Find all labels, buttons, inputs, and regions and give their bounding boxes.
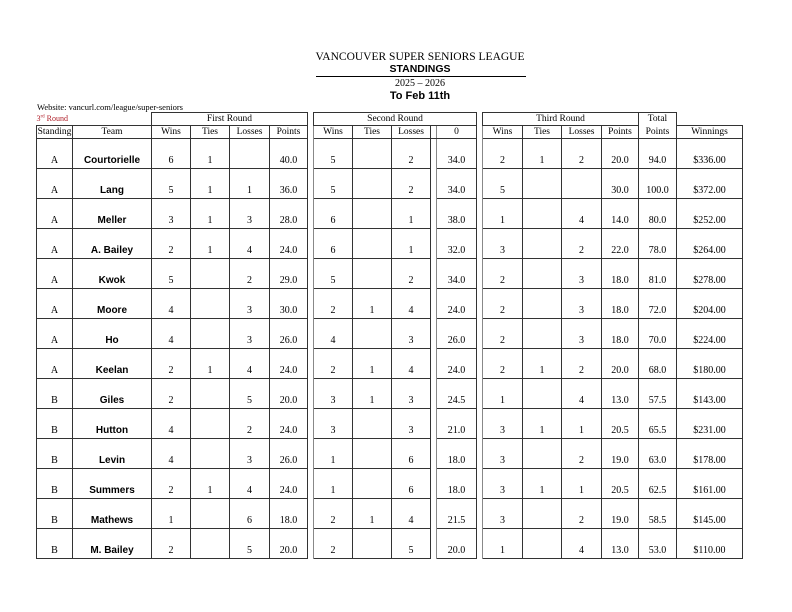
r3-losses-cell: 2	[562, 139, 602, 169]
r2-ties-cell	[353, 199, 392, 229]
table-row	[37, 469, 743, 499]
r3-points-cell: 19.0	[602, 499, 639, 529]
team-cell: A. Bailey	[73, 229, 152, 259]
r2-points-cell: 26.0	[437, 319, 477, 349]
r3-wins-cell: 3	[483, 409, 523, 439]
r2-losses-cell: 1	[392, 199, 431, 229]
r2-points-cell: 24.5	[437, 379, 477, 409]
r1-points-cell: 36.0	[270, 169, 308, 199]
r3-points-cell: 14.0	[602, 199, 639, 229]
r3-points-cell: 13.0	[602, 379, 639, 409]
table-row	[37, 529, 743, 559]
standing-cell: B	[37, 529, 73, 559]
standing-cell: A	[37, 319, 73, 349]
col-r2-wins: Wins	[314, 126, 353, 139]
r1-wins-cell: 3	[152, 199, 191, 229]
r3-losses-cell: 4	[562, 199, 602, 229]
r3-wins-cell: 3	[483, 229, 523, 259]
r3-wins-cell: 1	[483, 199, 523, 229]
r2-losses-cell: 5	[392, 529, 431, 559]
r1-points-cell: 18.0	[270, 499, 308, 529]
r3-ties-cell	[523, 259, 562, 289]
league-title: VANCOUVER SUPER SENIORS LEAGUE	[315, 51, 525, 63]
r3-wins-cell: 1	[483, 379, 523, 409]
winnings-cell: $231.00	[677, 409, 743, 439]
r2-ties-cell	[353, 439, 392, 469]
standing-cell: A	[37, 169, 73, 199]
r2-losses-cell: 4	[392, 499, 431, 529]
r3-points-cell: 20.5	[602, 469, 639, 499]
r2-ties-cell: 1	[353, 289, 392, 319]
r2-points-cell: 21.5	[437, 499, 477, 529]
r2-losses-cell: 6	[392, 469, 431, 499]
r3-losses-cell: 2	[562, 349, 602, 379]
col-team: Team	[73, 126, 152, 139]
r2-points-cell: 18.0	[437, 469, 477, 499]
r3-wins-cell: 3	[483, 439, 523, 469]
r3-wins-cell: 3	[483, 469, 523, 499]
r1-wins-cell: 4	[152, 319, 191, 349]
r2-losses-cell: 2	[392, 139, 431, 169]
r1-wins-cell: 2	[152, 469, 191, 499]
r1-ties-cell: 1	[191, 229, 230, 259]
standing-cell: B	[37, 409, 73, 439]
r1-ties-cell	[191, 289, 230, 319]
table-row	[37, 229, 743, 259]
r1-losses-cell: 3	[230, 439, 270, 469]
r2-losses-cell: 3	[392, 409, 431, 439]
r1-losses-cell: 5	[230, 529, 270, 559]
r3-losses-cell: 2	[562, 499, 602, 529]
winnings-cell: $143.00	[677, 379, 743, 409]
winnings-cell: $161.00	[677, 469, 743, 499]
r3-ties-cell	[523, 199, 562, 229]
r2-points-cell: 24.0	[437, 349, 477, 379]
winnings-cell: $204.00	[677, 289, 743, 319]
r1-ties-cell: 1	[191, 139, 230, 169]
r3-ties-cell: 1	[523, 139, 562, 169]
winnings-cell: $178.00	[677, 439, 743, 469]
total-points-cell: 80.0	[639, 199, 677, 229]
round-label: 3rd Round	[36, 113, 69, 123]
r2-losses-cell: 2	[392, 259, 431, 289]
r3-losses-cell: 2	[562, 229, 602, 259]
r2-wins-cell: 5	[314, 259, 353, 289]
r3-points-cell: 18.0	[602, 319, 639, 349]
table-row	[37, 259, 743, 289]
r1-ties-cell	[191, 319, 230, 349]
r1-wins-cell: 1	[152, 499, 191, 529]
winnings-cell: $252.00	[677, 199, 743, 229]
winnings-cell: $278.00	[677, 259, 743, 289]
r3-points-cell: 30.0	[602, 169, 639, 199]
r1-wins-cell: 2	[152, 379, 191, 409]
r1-points-cell: 28.0	[270, 199, 308, 229]
total-points-cell: 100.0	[639, 169, 677, 199]
r3-points-cell: 13.0	[602, 529, 639, 559]
column-header-row	[37, 126, 743, 139]
winnings-cell: $110.00	[677, 529, 743, 559]
r1-wins-cell: 4	[152, 439, 191, 469]
r3-wins-cell: 2	[483, 289, 523, 319]
group-first-round: First Round	[152, 113, 308, 126]
r3-points-cell: 18.0	[602, 289, 639, 319]
table-row	[37, 319, 743, 349]
r2-points-cell: 38.0	[437, 199, 477, 229]
r2-losses-cell: 6	[392, 439, 431, 469]
total-points-cell: 72.0	[639, 289, 677, 319]
r3-losses-cell: 3	[562, 289, 602, 319]
r1-ties-cell: 1	[191, 199, 230, 229]
r2-points-cell: 34.0	[437, 259, 477, 289]
r2-wins-cell: 2	[314, 499, 353, 529]
total-points-cell: 68.0	[639, 349, 677, 379]
r2-ties-cell	[353, 169, 392, 199]
r3-wins-cell: 1	[483, 529, 523, 559]
r2-ties-cell	[353, 259, 392, 289]
r1-losses-cell: 5	[230, 379, 270, 409]
r3-ties-cell	[523, 529, 562, 559]
r3-ties-cell: 1	[523, 469, 562, 499]
r3-ties-cell	[523, 439, 562, 469]
r2-points-cell: 24.0	[437, 289, 477, 319]
r2-ties-cell	[353, 139, 392, 169]
r3-ties-cell	[523, 289, 562, 319]
r2-ties-cell	[353, 319, 392, 349]
team-cell: Hutton	[73, 409, 152, 439]
r2-points-cell: 18.0	[437, 439, 477, 469]
r1-wins-cell: 2	[152, 349, 191, 379]
col-r2-ties: Ties	[353, 126, 392, 139]
table-row	[37, 169, 743, 199]
group-second-round: Second Round	[314, 113, 477, 126]
winnings-cell: $224.00	[677, 319, 743, 349]
team-cell: Mathews	[73, 499, 152, 529]
col-total-points: Points	[639, 126, 677, 139]
r2-losses-cell: 1	[392, 229, 431, 259]
r2-ties-cell	[353, 529, 392, 559]
winnings-cell: $180.00	[677, 349, 743, 379]
r1-wins-cell: 5	[152, 169, 191, 199]
r1-points-cell: 24.0	[270, 469, 308, 499]
table-row	[37, 409, 743, 439]
total-points-cell: 53.0	[639, 529, 677, 559]
table-row	[37, 349, 743, 379]
standing-cell: A	[37, 229, 73, 259]
total-points-cell: 58.5	[639, 499, 677, 529]
col-r1-losses: Losses	[230, 126, 270, 139]
r1-points-cell: 20.0	[270, 529, 308, 559]
r2-wins-cell: 3	[314, 409, 353, 439]
r3-losses-cell: 3	[562, 319, 602, 349]
r2-ties-cell: 1	[353, 499, 392, 529]
r3-ties-cell	[523, 319, 562, 349]
r2-wins-cell: 2	[314, 349, 353, 379]
winnings-cell: $372.00	[677, 169, 743, 199]
table-row	[37, 199, 743, 229]
r3-points-cell: 22.0	[602, 229, 639, 259]
r3-losses-cell: 3	[562, 259, 602, 289]
col-r3-losses: Losses	[562, 126, 602, 139]
r1-losses-cell: 4	[230, 229, 270, 259]
winnings-cell: $336.00	[677, 139, 743, 169]
total-points-cell: 70.0	[639, 319, 677, 349]
col-r1-points: Points	[270, 126, 308, 139]
r3-points-cell: 18.0	[602, 259, 639, 289]
total-points-cell: 57.5	[639, 379, 677, 409]
r3-losses-cell: 2	[562, 439, 602, 469]
r1-losses-cell: 1	[230, 169, 270, 199]
r2-ties-cell	[353, 409, 392, 439]
group-header-row	[37, 113, 743, 126]
r2-points-cell: 34.0	[437, 169, 477, 199]
r3-ties-cell	[523, 169, 562, 199]
r3-wins-cell: 3	[483, 499, 523, 529]
r1-points-cell: 29.0	[270, 259, 308, 289]
r1-points-cell: 20.0	[270, 379, 308, 409]
page-title: STANDINGS	[389, 63, 451, 75]
r2-wins-cell: 6	[314, 229, 353, 259]
r3-ties-cell	[523, 229, 562, 259]
r2-losses-cell: 2	[392, 169, 431, 199]
r2-points-cell: 20.0	[437, 529, 477, 559]
r1-ties-cell	[191, 499, 230, 529]
r3-ties-cell	[523, 499, 562, 529]
r2-wins-cell: 1	[314, 439, 353, 469]
r1-wins-cell: 6	[152, 139, 191, 169]
r2-ties-cell: 1	[353, 379, 392, 409]
r2-wins-cell: 2	[314, 529, 353, 559]
standing-cell: A	[37, 199, 73, 229]
r2-wins-cell: 3	[314, 379, 353, 409]
r1-ties-cell: 1	[191, 469, 230, 499]
r2-points-cell: 21.0	[437, 409, 477, 439]
group-third-round: Third Round	[483, 113, 639, 126]
r3-ties-cell: 1	[523, 409, 562, 439]
team-cell: Meller	[73, 199, 152, 229]
team-cell: Lang	[73, 169, 152, 199]
r1-points-cell: 26.0	[270, 439, 308, 469]
r3-points-cell: 20.0	[602, 349, 639, 379]
r1-ties-cell	[191, 529, 230, 559]
r1-points-cell: 30.0	[270, 289, 308, 319]
table-row	[37, 499, 743, 529]
r2-losses-cell: 4	[392, 289, 431, 319]
col-r3-wins: Wins	[483, 126, 523, 139]
title-divider	[316, 76, 526, 77]
winnings-cell: $145.00	[677, 499, 743, 529]
team-cell: Ho	[73, 319, 152, 349]
total-points-cell: 94.0	[639, 139, 677, 169]
standing-cell: A	[37, 259, 73, 289]
col-r3-points: Points	[602, 126, 639, 139]
total-points-cell: 78.0	[639, 229, 677, 259]
r3-wins-cell: 5	[483, 169, 523, 199]
r3-ties-cell: 1	[523, 349, 562, 379]
r3-points-cell: 20.0	[602, 139, 639, 169]
r2-losses-cell: 4	[392, 349, 431, 379]
standing-cell: B	[37, 469, 73, 499]
r3-losses-cell	[562, 169, 602, 199]
website-text: Website: vancurl.com/league/super-seniors	[37, 102, 183, 112]
r1-wins-cell: 2	[152, 529, 191, 559]
r1-points-cell: 24.0	[270, 229, 308, 259]
r3-points-cell: 20.5	[602, 409, 639, 439]
standing-cell: A	[37, 139, 73, 169]
r1-wins-cell: 5	[152, 259, 191, 289]
standings-table	[36, 112, 743, 559]
total-points-cell: 65.5	[639, 409, 677, 439]
col-standing: Standing	[37, 127, 72, 137]
as-of-date: To Feb 11th	[389, 90, 451, 102]
r3-points-cell: 19.0	[602, 439, 639, 469]
total-points-cell: 81.0	[639, 259, 677, 289]
r1-losses-cell: 3	[230, 319, 270, 349]
standing-cell: A	[37, 349, 73, 379]
table-row	[37, 289, 743, 319]
r2-points-cell: 34.0	[437, 139, 477, 169]
r1-losses-cell	[230, 139, 270, 169]
r2-wins-cell: 4	[314, 319, 353, 349]
team-cell: Levin	[73, 439, 152, 469]
r2-ties-cell: 1	[353, 349, 392, 379]
r3-wins-cell: 2	[483, 259, 523, 289]
r2-ties-cell	[353, 469, 392, 499]
standing-cell: B	[37, 439, 73, 469]
r1-ties-cell	[191, 259, 230, 289]
table-row	[37, 139, 743, 169]
r3-losses-cell: 4	[562, 379, 602, 409]
group-total: Total	[639, 113, 677, 126]
r1-wins-cell: 4	[152, 409, 191, 439]
r3-losses-cell: 4	[562, 529, 602, 559]
r1-losses-cell: 4	[230, 469, 270, 499]
col-r3-ties: Ties	[523, 126, 562, 139]
team-cell: Kwok	[73, 259, 152, 289]
r2-wins-cell: 1	[314, 469, 353, 499]
r3-wins-cell: 2	[483, 349, 523, 379]
standing-cell: B	[37, 499, 73, 529]
r3-losses-cell: 1	[562, 469, 602, 499]
r2-losses-cell: 3	[392, 379, 431, 409]
r2-wins-cell: 2	[314, 289, 353, 319]
team-cell: M. Bailey	[73, 529, 152, 559]
standing-cell: B	[37, 379, 73, 409]
table-row	[37, 439, 743, 469]
r2-wins-cell: 6	[314, 199, 353, 229]
r1-ties-cell	[191, 379, 230, 409]
season-label: 2025 – 2026	[395, 78, 445, 89]
team-cell: Summers	[73, 469, 152, 499]
total-points-cell: 63.0	[639, 439, 677, 469]
r2-wins-cell: 5	[314, 139, 353, 169]
table-row	[37, 379, 743, 409]
r1-losses-cell: 4	[230, 349, 270, 379]
r1-wins-cell: 4	[152, 289, 191, 319]
col-r1-ties: Ties	[191, 126, 230, 139]
r3-wins-cell: 2	[483, 319, 523, 349]
r1-ties-cell: 1	[191, 349, 230, 379]
col-r2-points: 0	[437, 126, 477, 139]
r2-losses-cell: 3	[392, 319, 431, 349]
r1-losses-cell: 3	[230, 289, 270, 319]
r1-points-cell: 24.0	[270, 349, 308, 379]
r1-points-cell: 40.0	[270, 139, 308, 169]
standing-cell: A	[37, 289, 73, 319]
team-cell: Giles	[73, 379, 152, 409]
r3-ties-cell	[523, 379, 562, 409]
r1-losses-cell: 2	[230, 409, 270, 439]
team-cell: Keelan	[73, 349, 152, 379]
r2-wins-cell: 5	[314, 169, 353, 199]
r1-ties-cell	[191, 439, 230, 469]
total-points-cell: 62.5	[639, 469, 677, 499]
r1-losses-cell: 6	[230, 499, 270, 529]
team-cell: Moore	[73, 289, 152, 319]
col-r1-wins: Wins	[152, 126, 191, 139]
r3-wins-cell: 2	[483, 139, 523, 169]
r1-ties-cell: 1	[191, 169, 230, 199]
r1-points-cell: 26.0	[270, 319, 308, 349]
r1-points-cell: 24.0	[270, 409, 308, 439]
r1-ties-cell	[191, 409, 230, 439]
col-r2-losses: Losses	[392, 126, 431, 139]
r2-points-cell: 32.0	[437, 229, 477, 259]
team-cell: Courtorielle	[73, 139, 152, 169]
r1-wins-cell: 2	[152, 229, 191, 259]
r1-losses-cell: 3	[230, 199, 270, 229]
r2-ties-cell	[353, 229, 392, 259]
r1-losses-cell: 2	[230, 259, 270, 289]
winnings-cell: $264.00	[677, 229, 743, 259]
col-winnings: Winnings	[677, 126, 743, 139]
r3-losses-cell: 1	[562, 409, 602, 439]
